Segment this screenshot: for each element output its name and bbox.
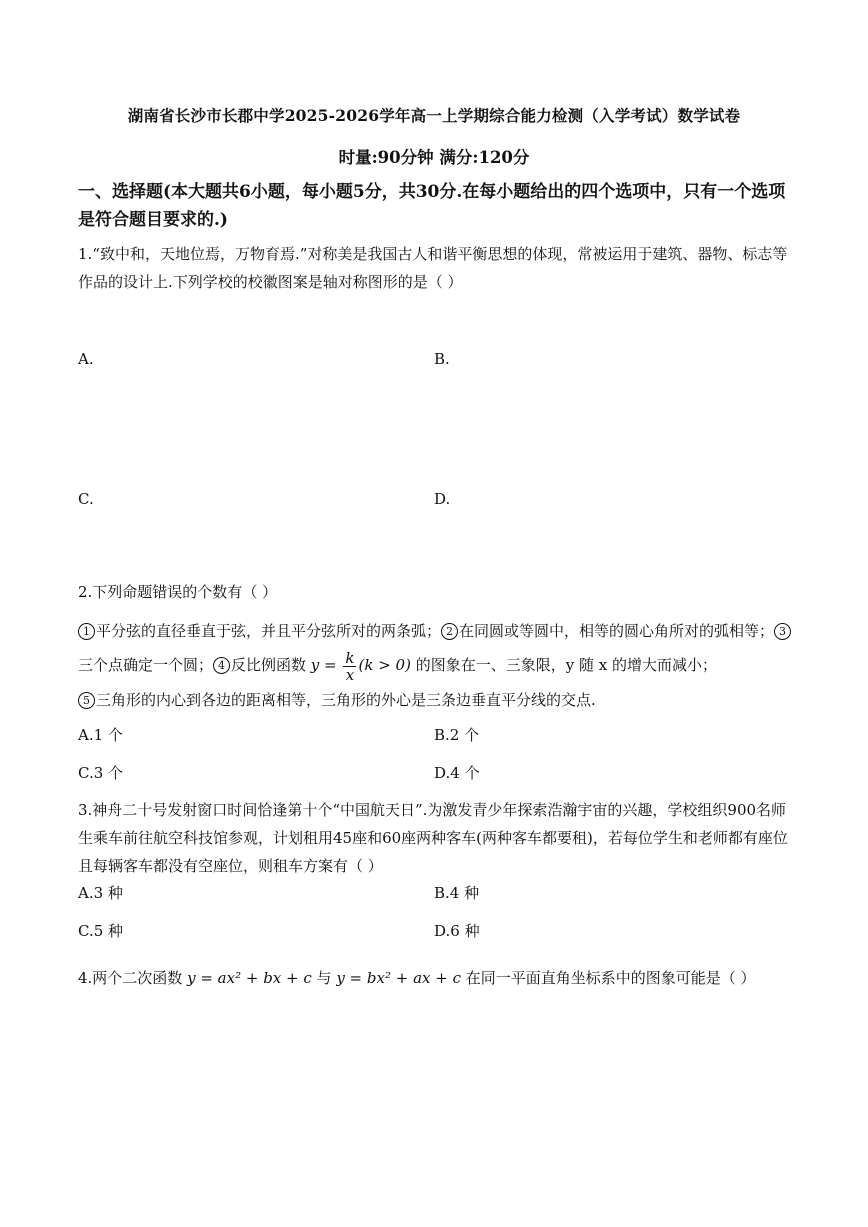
q2-option-a: A.1 个 bbox=[78, 726, 123, 744]
statement-1: 平分弦的直径垂直于弦，并且平分弦所对的两条弧； bbox=[96, 622, 442, 640]
question-2-statements bbox=[78, 614, 800, 717]
question-4-stem bbox=[78, 968, 756, 988]
q2-option-b: B.2 个 bbox=[434, 726, 480, 744]
statement-5: 三角形的内心到各边的距离相等，三角形的外心是三条边垂直平分线的交点. bbox=[96, 690, 596, 709]
fraction-k-over-x bbox=[343, 650, 356, 683]
q2-option-d: D.4 个 bbox=[434, 764, 480, 782]
statement-4-prefix: 反比例函数 bbox=[231, 656, 311, 674]
statement-3-marker: 3 bbox=[774, 623, 791, 640]
q1-option-d: D. bbox=[434, 490, 451, 508]
page-title: 湖南省长沙市长郡中学2025-2026学年高一上学期综合能力检测（入学考试）数学试卷 bbox=[127, 106, 741, 125]
equals-sign: = bbox=[319, 656, 342, 674]
fraction-denominator: x bbox=[345, 665, 355, 684]
q4-connector: 与 bbox=[311, 969, 337, 987]
q2-option-c: C.3 个 bbox=[78, 764, 124, 782]
q4-prefix: 4.两个二次函数 bbox=[78, 969, 188, 987]
statement-4-suffix: 的图象在一、三象限，y 随 x 的增大而减小； bbox=[410, 656, 717, 674]
exam-info: 时量:90分钟 满分:120分 bbox=[338, 148, 530, 167]
question-3-stem: 3.神舟二十号发射窗口时间恰逢第十个“中国航天日”.为激发青少年探索浩瀚宇宙的兴趣，学校组织900名师生乘车前往航空科技馆参观，计划租用45座和60座两种客车(两种客车都要租)，若每位学生和老师都有座位且每辆客车都没有空座位，则租车方案有（ ） bbox=[78, 801, 788, 875]
statement-4-marker: 4 bbox=[213, 657, 230, 674]
q1-option-a: A. bbox=[78, 350, 94, 368]
q1-option-b: B. bbox=[434, 350, 450, 368]
statement-5-marker: 5 bbox=[78, 692, 95, 709]
statement-2-marker: 2 bbox=[441, 623, 458, 640]
fraction-numerator: k bbox=[345, 648, 355, 667]
q4-function-2: y = bx² + ax + c bbox=[336, 969, 461, 987]
q4-suffix: 在同一平面直角坐标系中的图象可能是（ ） bbox=[460, 969, 756, 987]
function-y: y bbox=[310, 656, 320, 674]
q3-option-c: C.5 种 bbox=[78, 922, 124, 940]
statement-3: 三个点确定一个圆； bbox=[78, 656, 214, 674]
section-heading: 一、选择题(本大题共6小题，每小题5分，共30分.在每小题给出的四个选项中，只有一个选项是符合题目要求的.) bbox=[78, 182, 786, 230]
statement-1-marker: 1 bbox=[78, 623, 95, 640]
q3-option-d: D.6 种 bbox=[434, 922, 480, 940]
q3-option-a: A.3 种 bbox=[78, 884, 123, 902]
question-2-stem: 2.下列命题错误的个数有（ ） bbox=[78, 583, 278, 601]
q4-function-1: y = ax² + bx + c bbox=[187, 969, 312, 987]
q3-option-b: B.4 种 bbox=[434, 884, 480, 902]
condition: (k > 0) bbox=[358, 656, 411, 674]
q1-option-c: C. bbox=[78, 490, 94, 508]
statement-2: 在同圆或等圆中，相等的圆心角所对的弧相等； bbox=[459, 622, 775, 640]
question-1-stem: 1.“致中和，天地位焉，万物育焉.”对称美是我国古人和谐平衡思想的体现，常被运用于建筑、器物、标志等作品的设计上.下列学校的校徽图案是轴对称图形的是（ ） bbox=[78, 245, 788, 291]
